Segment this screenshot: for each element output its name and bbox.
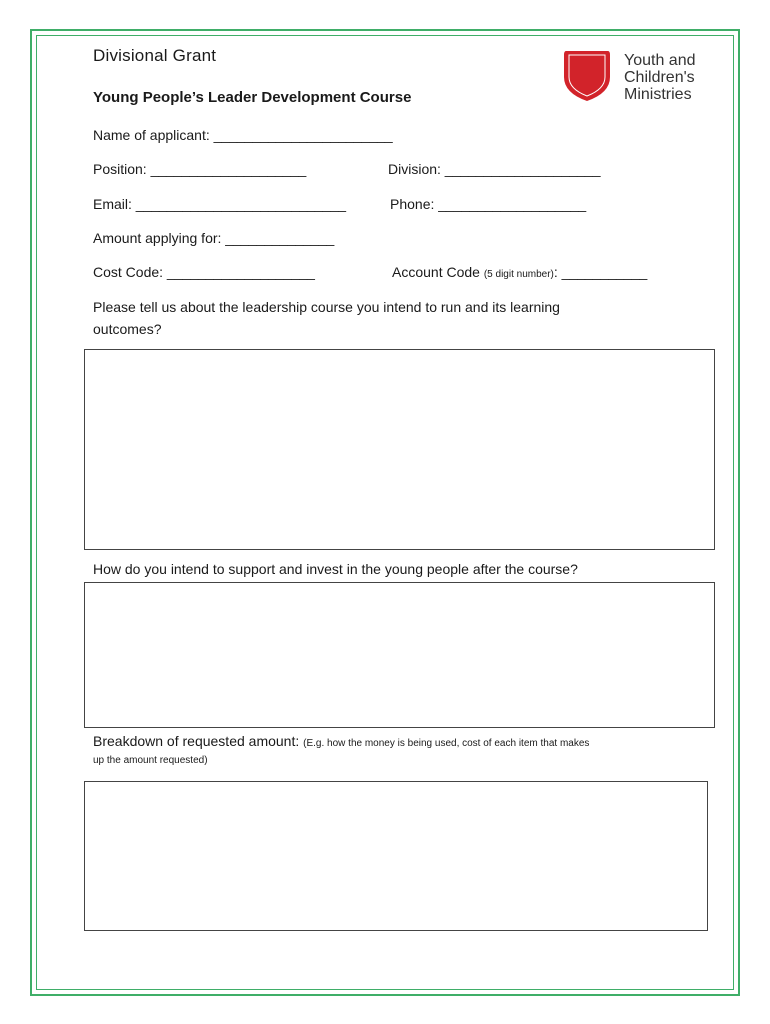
salvation-army-shield-logo — [560, 47, 614, 103]
amount-applying-field[interactable]: Amount applying for: ______________ — [93, 230, 335, 246]
position-field[interactable]: Position: ____________________ — [93, 161, 307, 177]
cost-code-field[interactable]: Cost Code: ___________________ — [93, 264, 315, 280]
account-code-note: (5 digit number) — [483, 269, 554, 280]
question-3-note-line-1: (E.g. how the money is being used, cost of each item that makes — [303, 738, 590, 749]
phone-field[interactable]: Phone: ___________________ — [390, 196, 587, 212]
question-3-note-line-2: up the amount requested) — [93, 755, 208, 766]
question-3-answer-box[interactable] — [84, 781, 708, 931]
question-3-text — [93, 733, 589, 749]
logo-line-3: Ministries — [624, 86, 692, 103]
account-code-field[interactable] — [392, 264, 647, 280]
question-2-text: How do you intend to support and invest in the young people after the course? — [93, 561, 578, 577]
question-1-answer-box[interactable] — [84, 349, 715, 550]
question-1-line-1: Please tell us about the leadership course you intend to run and its learning — [93, 299, 560, 315]
logo-line-2: Children's — [624, 69, 695, 86]
question-1-text — [93, 296, 560, 340]
logo-line-1: Youth and — [624, 52, 696, 69]
form-subtitle: Young People’s Leader Development Course — [93, 89, 412, 106]
question-3-label: Breakdown of requested amount: — [93, 733, 304, 749]
name-of-applicant-field[interactable]: Name of applicant: _______________________ — [93, 127, 393, 143]
account-code-label: Account Code — [392, 264, 484, 280]
email-field[interactable]: Email: ___________________________ — [93, 196, 347, 212]
form-title: Divisional Grant — [93, 46, 217, 65]
question-2-answer-box[interactable] — [84, 582, 715, 728]
logo-ministry-name — [624, 52, 714, 103]
division-field[interactable]: Division: ____________________ — [388, 161, 601, 177]
account-code-blank: : ___________ — [553, 264, 648, 280]
question-1-line-2: outcomes? — [93, 321, 162, 337]
